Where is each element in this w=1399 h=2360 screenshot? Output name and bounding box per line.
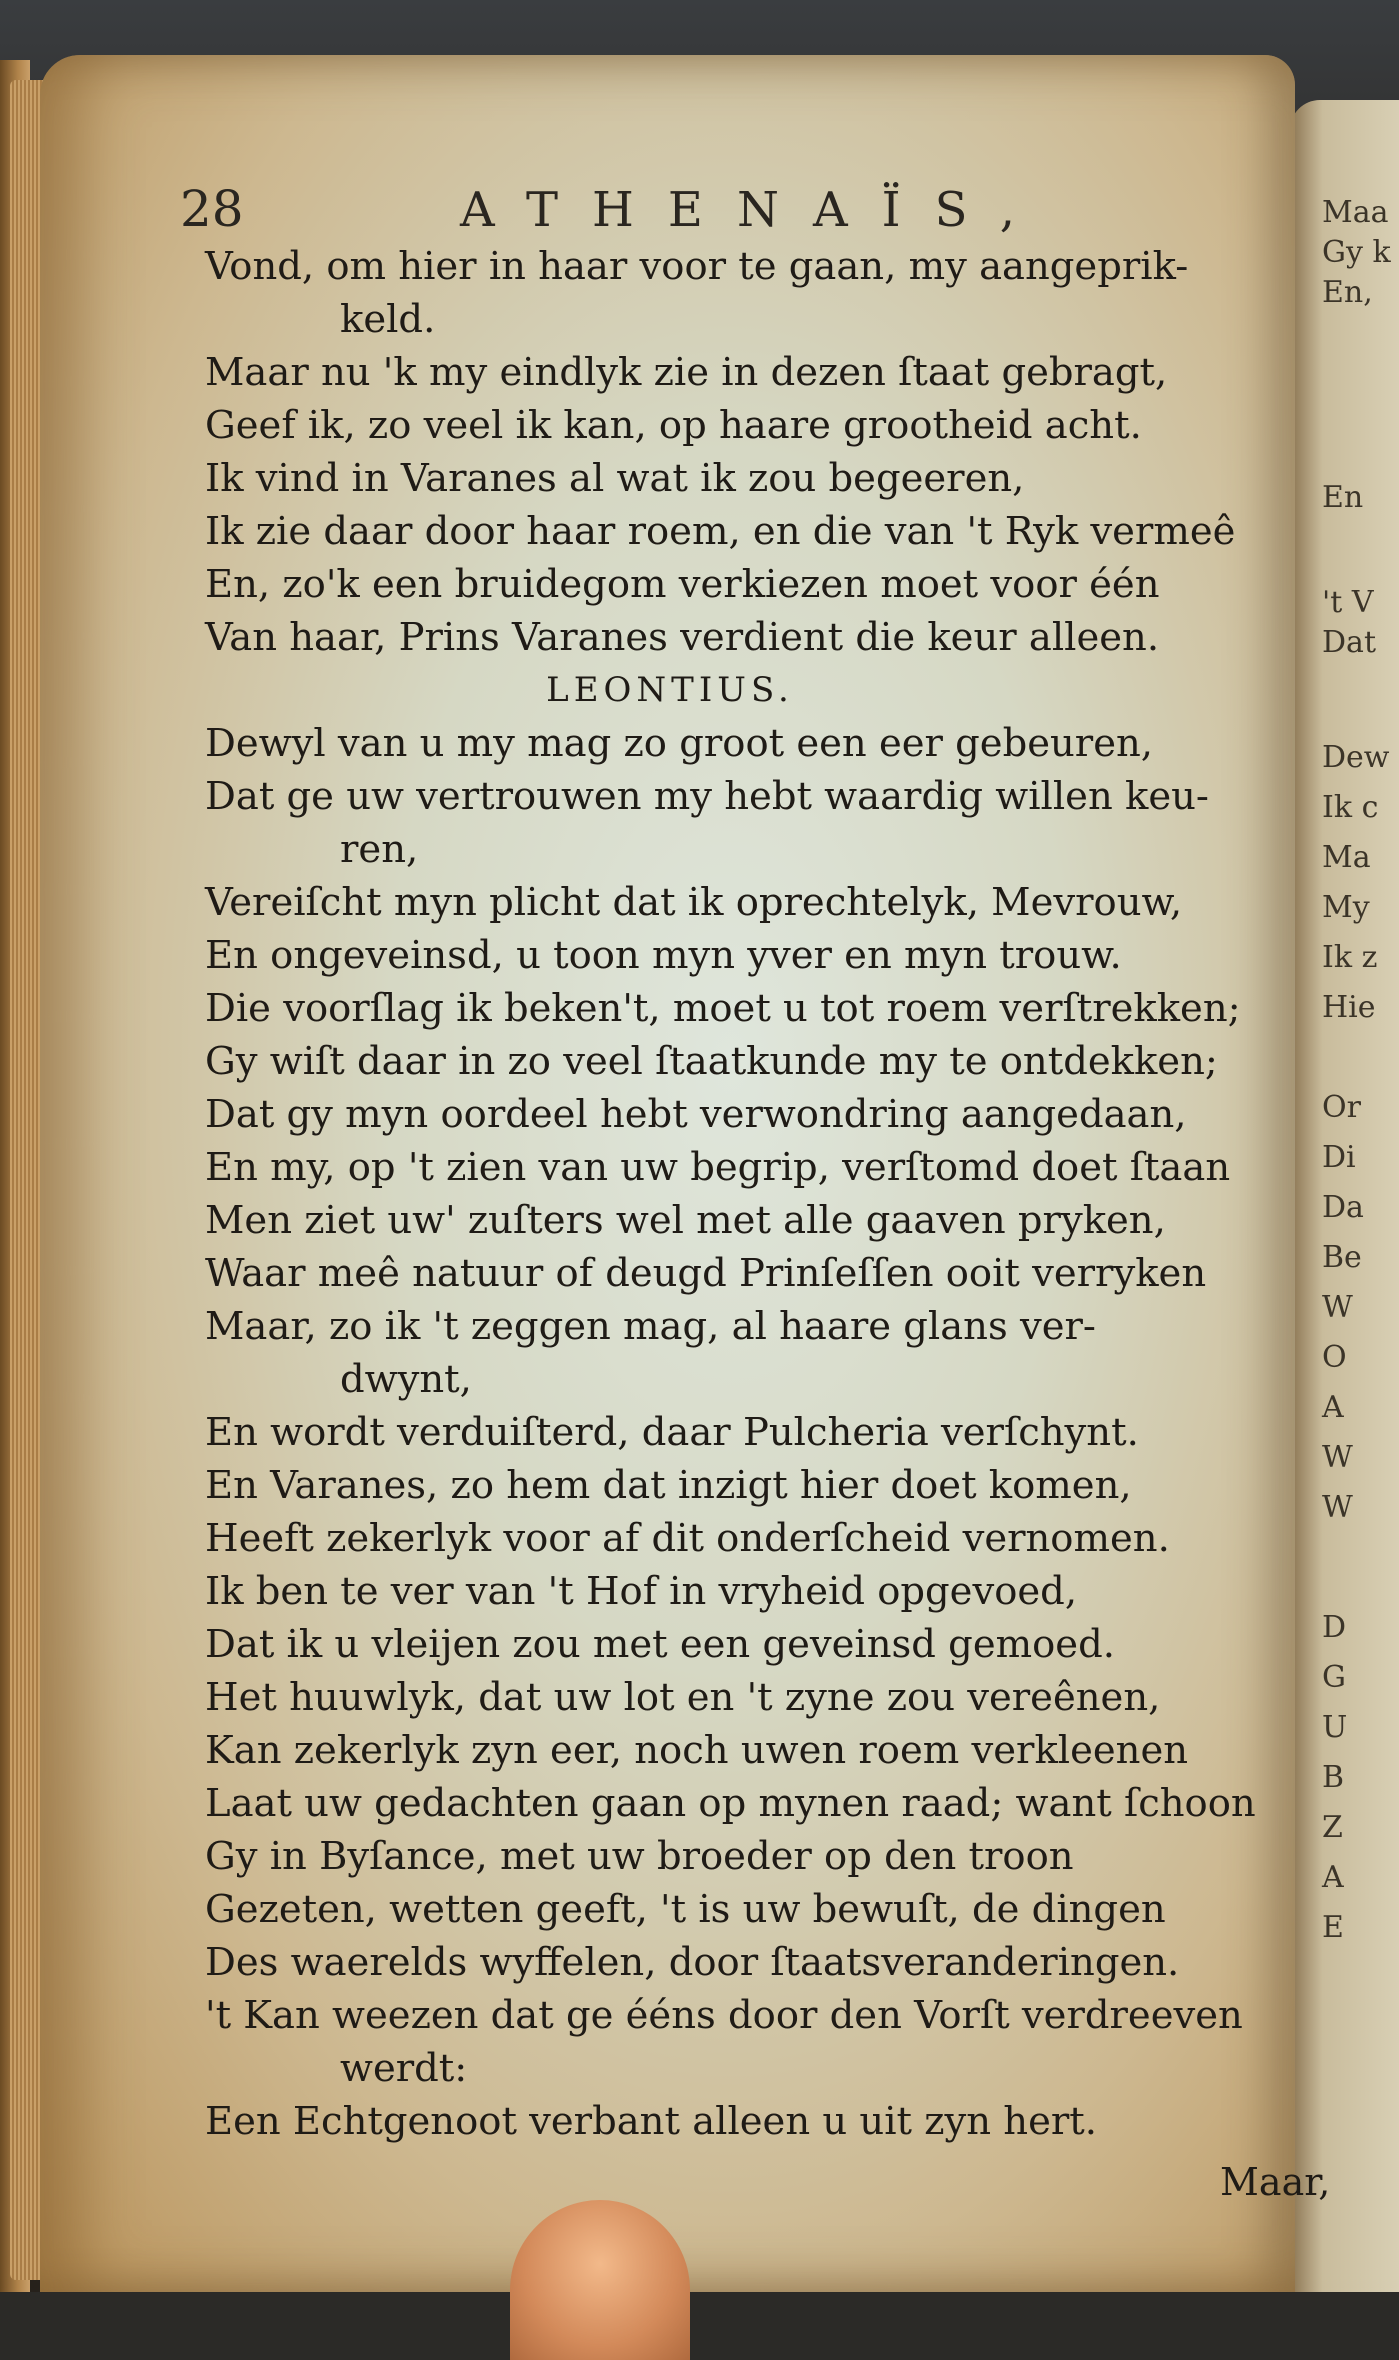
verse-line: Vereiſcht myn plicht dat ik oprechtelyk, Mevrouw, bbox=[205, 880, 1183, 925]
verse-line: Dat ik u vleijen zou met een geveinsd gemoed. bbox=[205, 1622, 1115, 1667]
page-header bbox=[180, 180, 1180, 240]
facing-page-fragment: Da bbox=[1322, 1190, 1364, 1225]
facing-page-fragment: B bbox=[1322, 1760, 1345, 1795]
verse-line: werdt: bbox=[340, 2046, 468, 2091]
facing-page-fragment: My bbox=[1322, 890, 1370, 925]
verse-line: En Varanes, zo hem dat inzigt hier doet komen, bbox=[205, 1463, 1132, 1508]
verse-line: Waar meê natuur of deugd Prinſeſſen ooit verryken bbox=[205, 1251, 1207, 1296]
facing-page-fragment: U bbox=[1322, 1710, 1348, 1745]
facing-page-fragment: Z bbox=[1322, 1810, 1343, 1845]
facing-page-fragment: W bbox=[1322, 1440, 1353, 1475]
verse-line: Kan zekerlyk zyn eer, noch uwen roem verkleenen bbox=[205, 1728, 1189, 1773]
running-head: ATHENAÏS, bbox=[460, 182, 1050, 238]
facing-page-fragment: En bbox=[1322, 480, 1364, 515]
verse-line: 't Kan weezen dat ge ééns door den Vorſt verdreeven bbox=[205, 1993, 1243, 2038]
facing-page-fragment: 't V bbox=[1322, 585, 1374, 620]
facing-page-fragment: A bbox=[1322, 1860, 1344, 1895]
verse-line: En my, op 't zien van uw begrip, verſtomd doet ſtaan bbox=[205, 1145, 1231, 1190]
verse-line: Ik vind in Varanes al wat ik zou begeeren, bbox=[205, 456, 1025, 501]
facing-page-fragment: Or bbox=[1322, 1090, 1361, 1125]
verse-line: Gy wiſt daar in zo veel ſtaatkunde my te ontdekken; bbox=[205, 1039, 1218, 1084]
verse-line: Van haar, Prins Varanes verdient die keur alleen. bbox=[205, 615, 1160, 660]
verse-line: En, zo'k een bruidegom verkiezen moet voor één bbox=[205, 562, 1160, 607]
verse-line: keld. bbox=[340, 297, 436, 342]
verse-line: En ongeveinsd, u toon myn yver en myn trouw. bbox=[205, 933, 1122, 978]
verse-line: Des waerelds wyffelen, door ſtaatsveranderingen. bbox=[205, 1940, 1180, 1985]
verse-line: dwynt, bbox=[340, 1357, 472, 1402]
verse-line: Het huuwlyk, dat uw lot en 't zyne zou vereênen, bbox=[205, 1675, 1161, 1720]
facing-page-fragment: Ik c bbox=[1322, 790, 1379, 825]
verse-line: Men ziet uw' zuſters wel met alle gaaven pryken, bbox=[205, 1198, 1166, 1243]
verse-line: Een Echtgenoot verbant alleen u uit zyn hert. bbox=[205, 2099, 1097, 2144]
facing-page-fragment: Gy k bbox=[1322, 235, 1391, 270]
verse-line: Vond, om hier in haar voor te gaan, my aangeprik- bbox=[205, 244, 1189, 289]
catchword: Maar, bbox=[1220, 2160, 1331, 2204]
facing-page-fragment: W bbox=[1322, 1490, 1353, 1525]
verse-line: Geef ik, zo veel ik kan, op haare grootheid acht. bbox=[205, 403, 1142, 448]
verse-line: Dewyl van u my mag zo groot een eer gebeuren, bbox=[205, 721, 1154, 766]
facing-page bbox=[1290, 100, 1399, 2292]
verse-line: ren, bbox=[340, 827, 419, 872]
facing-page-fragment: E bbox=[1322, 1910, 1344, 1945]
verse-line: Maar, zo ik 't zeggen mag, al haare glans ver- bbox=[205, 1304, 1096, 1349]
facing-page-fragment: Be bbox=[1322, 1240, 1362, 1275]
facing-page-fragment: En, bbox=[1322, 275, 1373, 310]
verse-line: En wordt verduiſterd, daar Pulcheria verſchynt. bbox=[205, 1410, 1139, 1455]
facing-page-fragment: Maa bbox=[1322, 195, 1389, 230]
verse-line: Dat ge uw vertrouwen my hebt waardig willen keu- bbox=[205, 774, 1209, 819]
facing-page-fragment: Dew bbox=[1322, 740, 1390, 775]
page-number: 28 bbox=[180, 180, 244, 238]
verse-line: Die voorſlag ik beken't, moet u tot roem verſtrekken; bbox=[205, 986, 1241, 1031]
facing-page-fragment: Hie bbox=[1322, 990, 1376, 1025]
facing-page-fragment: A bbox=[1322, 1390, 1344, 1425]
verse-line: Gy in Byſance, met uw broeder op den troon bbox=[205, 1834, 1074, 1879]
verse-line: Laat uw gedachten gaan op mynen raad; want ſchoon bbox=[205, 1781, 1256, 1826]
facing-page-fragment: D bbox=[1322, 1610, 1347, 1645]
facing-page-fragment: Dat bbox=[1322, 625, 1376, 660]
facing-page-fragment: W bbox=[1322, 1290, 1353, 1325]
speaker-name: LEONTIUS. bbox=[546, 670, 794, 710]
verse-line: Dat gy myn oordeel hebt verwondring aangedaan, bbox=[205, 1092, 1187, 1137]
verse-line: Gezeten, wetten geeft, 't is uw bewuſt, de dingen bbox=[205, 1887, 1166, 1932]
facing-page-fragment: Ik z bbox=[1322, 940, 1378, 975]
facing-page-fragment: Ma bbox=[1322, 840, 1371, 875]
facing-page-fragment: O bbox=[1322, 1340, 1347, 1375]
verse-text bbox=[205, 240, 1285, 2148]
verse-line: Ik ben te ver van 't Hof in vryheid opgevoed, bbox=[205, 1569, 1078, 1614]
facing-page-fragment: G bbox=[1322, 1660, 1346, 1695]
verse-line: Maar nu 'k my eindlyk zie in dezen ſtaat gebragt, bbox=[205, 350, 1168, 395]
facing-page-fragment: Di bbox=[1322, 1140, 1356, 1175]
verse-line: Ik zie daar door haar roem, en die van 't Ryk vermeê bbox=[205, 509, 1236, 554]
verse-line: Heeft zekerlyk voor af dit onderſcheid vernomen. bbox=[205, 1516, 1170, 1561]
